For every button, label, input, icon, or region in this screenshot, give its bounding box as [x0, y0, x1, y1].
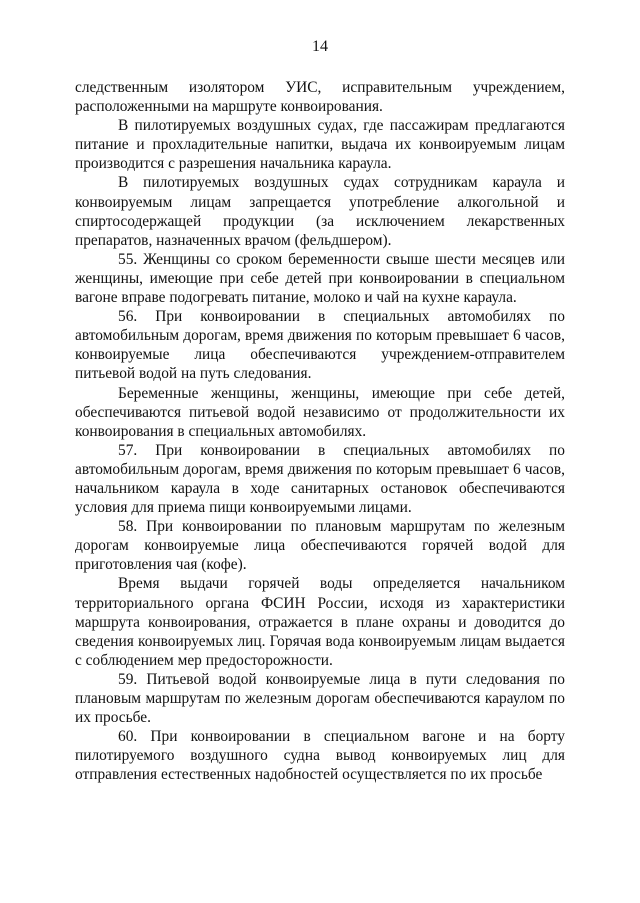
paragraph-item-60: 60. При конвоировании в специальном вагоне и на борту пилотируемого воздушного судна вывод конвоируемых лиц для отправления естественных надобностей осуществляется по их просьбе — [75, 728, 565, 784]
paragraph-item-58: 58. При конвоировании по плановым маршрутам по железным дорогам конвоируемые лица обеспечиваются горячей водой для приготовления чая (кофе). — [75, 518, 565, 574]
paragraph-item-55: 55. Женщины со сроком беременности свыше шести месяцев или женщины, имеющие при себе детей при конвоировании в специальном вагоне вправе подогревать питание, молоко и чай на кухне караула. — [75, 250, 565, 307]
paragraph-aircraft-meals: В пилотируемых воздушных судах, где пассажирам предлагаются питание и прохладительные напитки, выдача их конвоируемым лицам производится с разрешения начальника караула. — [75, 117, 565, 173]
paragraph-item-59: 59. Питьевой водой конвоируемые лица в пути следования по плановым маршрутам по железным дорогам обеспечиваются караулом по их просьбе. — [75, 670, 565, 727]
paragraph-hot-water-time: Время выдачи горячей воды определяется начальником территориального органа ФСИН России, исходя из характеристики маршрута конвоирования, отражается в плане охраны и доводится до сведения конвоируемых лиц. Горячая вода конвоируемым лицам выдается с соблюдением мер предосторожности. — [75, 575, 565, 669]
paragraph-pregnant-women-water: Беременные женщины, женщины, имеющие при себе детей, обеспечиваются питьевой водой независимо от продолжительности их конвоирования в специальных автомобилях. — [75, 384, 565, 440]
paragraph-aircraft-alcohol-ban: В пилотируемых воздушных судах сотрудникам караула и конвоируемым лицам запрещается употребление алкогольной и спиртосодержащей продукции (за исключением лекарственных препаратов, назначенных врачом (фельдшером). — [75, 174, 565, 249]
page-number: 14 — [312, 38, 328, 55]
paragraph-continuation: следственным изолятором УИС, исправительным учреждением, расположенными на маршруте конвоирования. — [75, 79, 565, 116]
paragraph-item-57: 57. При конвоировании в специальных автомобилях по автомобильным дорогам, время движения по которым превышает 6 часов, начальником караула в ходе санитарных остановок обеспечиваются условия для приема пищи конвоируемыми лицами. — [75, 441, 565, 517]
paragraph-item-56: 56. При конвоировании в специальных автомобилях по автомобильным дорогам, время движения по которым превышает 6 часов, конвоируемые лица обеспечиваются учреждением-отправителем питьевой водой на путь следования. — [75, 308, 565, 383]
document-body — [75, 78, 565, 784]
